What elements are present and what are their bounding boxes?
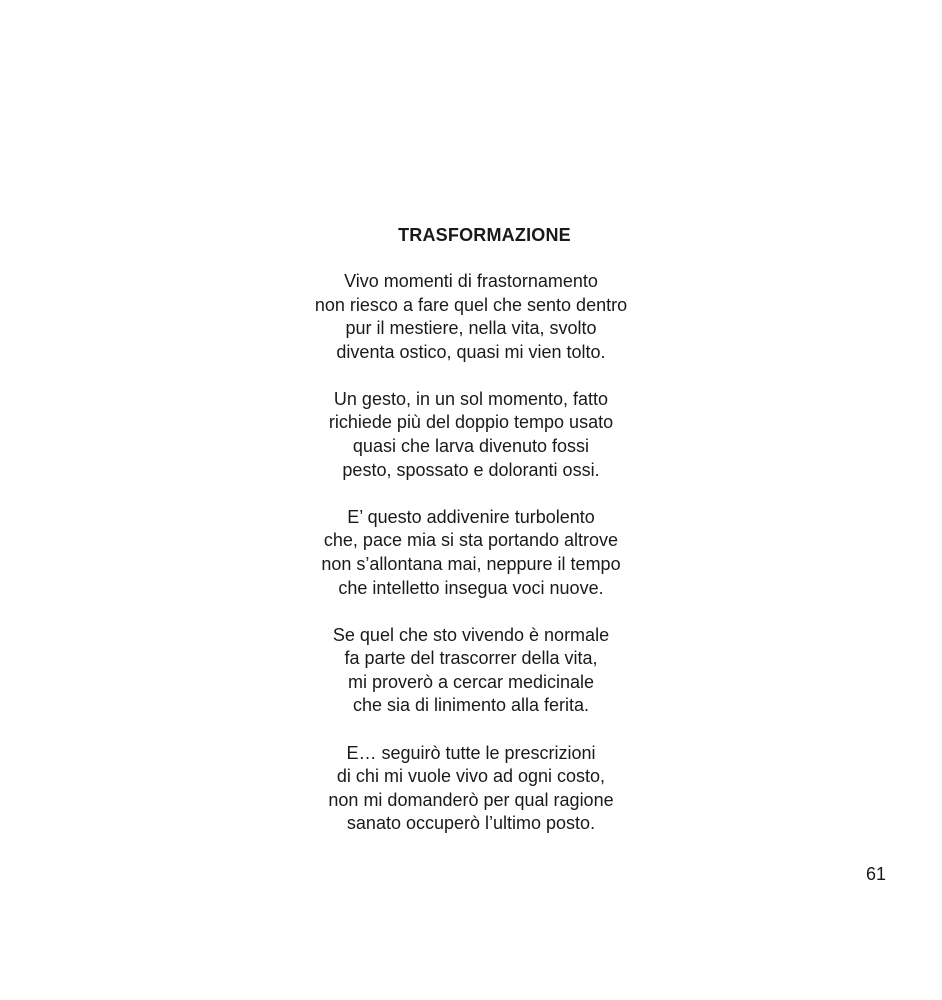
poem-line: pur il mestiere, nella vita, svolto <box>345 318 597 339</box>
poem-line: E… seguirò tutte le prescrizioni <box>346 742 596 763</box>
poem-line: che sia di linimento alla ferita. <box>352 695 590 716</box>
stanza-2 <box>0 388 942 482</box>
poem-line: di chi mi vuole vivo ad ogni costo, <box>336 766 606 787</box>
poem-line: Un gesto, in un sol momento, fatto <box>333 388 609 409</box>
poem-line: mi proverò a cercar medicinale <box>347 671 595 692</box>
poem-line: quasi che larva divenuto fossi <box>352 436 590 457</box>
stanza-3 <box>0 506 942 600</box>
poem-line: non s’allontana mai, neppure il tempo <box>321 553 621 574</box>
poem-line: sanato occuperò l’ultimo posto. <box>346 813 596 834</box>
poem-line: che intelletto insegua voci nuove. <box>338 577 604 598</box>
poem-line: diventa ostico, quasi mi vien tolto. <box>336 341 606 362</box>
poem-line: Vivo momenti di frastornamento <box>344 271 598 291</box>
poem-line: E’ questo addivenire turbolento <box>347 506 595 527</box>
poem-line: non mi domanderò per qual ragione <box>328 789 614 810</box>
poem-line: pesto, spossato e doloranti ossi. <box>342 459 600 480</box>
page-number: 61 <box>866 864 887 884</box>
stanza-5 <box>0 742 942 836</box>
stanza-4 <box>0 624 942 718</box>
poem-line: fa parte del trascorrer della vita, <box>344 648 598 669</box>
poem-line: che, pace mia si sta portando altrove <box>323 530 619 551</box>
poem <box>0 223 942 859</box>
poem-title: TRASFORMAZIONE <box>398 225 571 245</box>
poem-line: non riesco a fare quel che sento dentro <box>314 294 628 315</box>
stanza-1 <box>0 270 942 364</box>
poem-line: Se quel che sto vivendo è normale <box>332 624 610 645</box>
poem-line: richiede più del doppio tempo usato <box>328 412 614 433</box>
